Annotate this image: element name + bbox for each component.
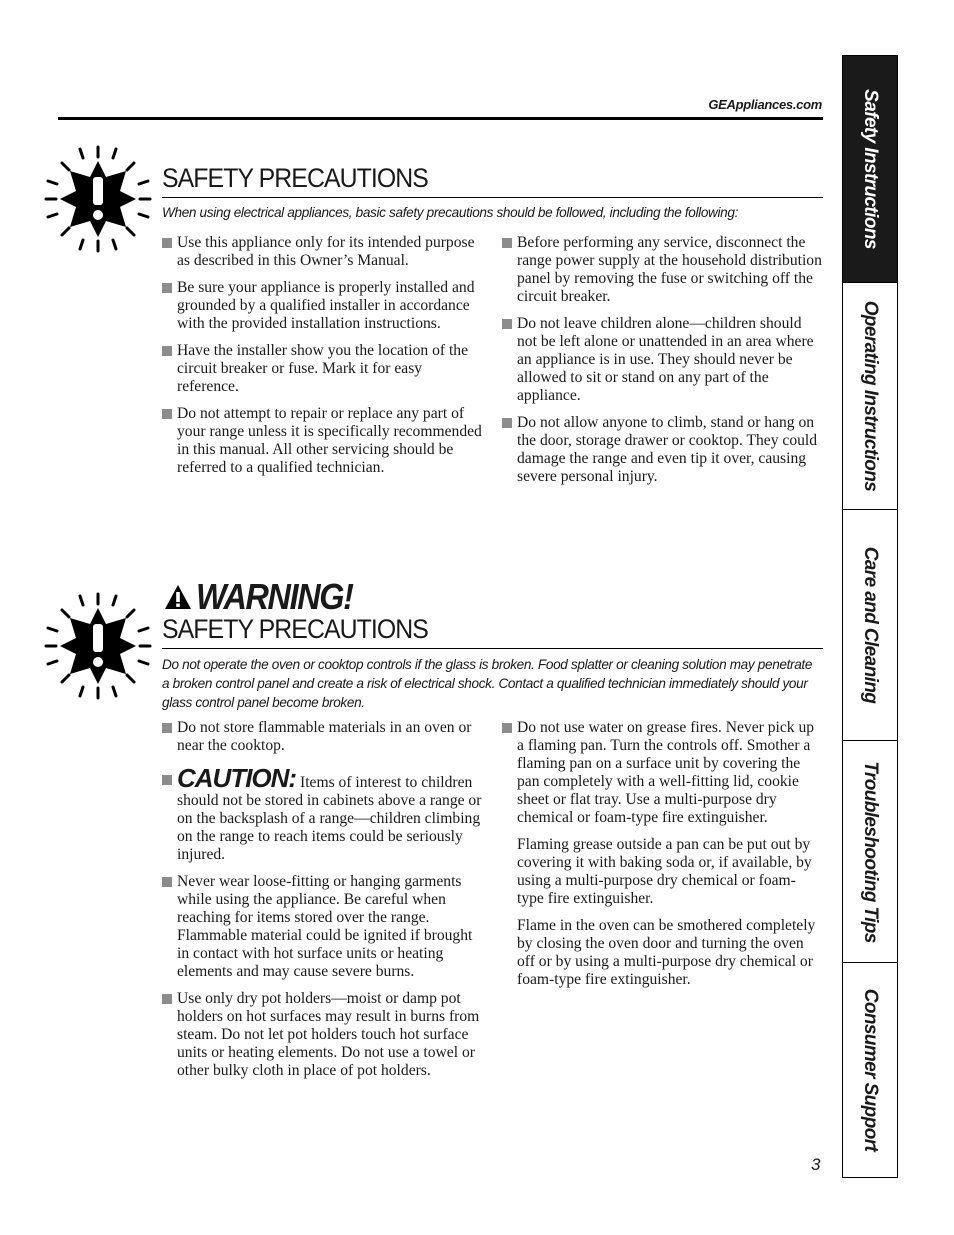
warning-triangle-icon (164, 584, 192, 610)
paragraph: Flaming grease outside a pan can be put out by covering it with baking soda or, if available, by using a multi-purpose dry chemical or foam-type fire extinguisher. (517, 836, 812, 907)
bullet-square-icon (502, 238, 512, 248)
bullet-square-icon (162, 238, 172, 248)
list-item: Never wear loose-fitting or hanging garments while using the appliance. Be careful when reaching for items stored over the range. Flammable material could be ignited if brought in contact with hot surface units or heating elements and may cause severe burns. (162, 873, 482, 981)
paragraph: Flame in the oven can be smothered completely by closing the oven door and turning the oven off or by using a multi-purpose dry chemical or foam-type fire extinguisher. (517, 917, 816, 988)
caution-item: CAUTION: Items of interest to children should not be stored in cabinets above a range or on the backsplash of a range—children climbing on the range to reach items could be seriously injured. (162, 769, 482, 864)
warning-heading (164, 576, 370, 618)
tab-troubleshooting-tips[interactable]: Troubleshooting Tips (843, 740, 897, 962)
tab-operating-instructions[interactable]: Operating Instructions (843, 282, 897, 509)
section2-right-column (502, 719, 822, 998)
tab-consumer-support[interactable]: Consumer Support (843, 962, 897, 1177)
tab-safety-instructions[interactable]: Safety Instructions (843, 56, 897, 282)
list-item: Do not leave children alone—children should not be left alone or unattended in an area where an appliance is in use. They should never be allowed to sit or stand on any part of the appliance. (502, 315, 822, 405)
bullet-square-icon (502, 418, 512, 428)
section1-left-column (162, 234, 482, 486)
safety-burst-icon (42, 143, 154, 255)
bullet-square-icon (162, 346, 172, 356)
page-number: 3 (811, 1155, 821, 1174)
bullet-square-icon (162, 877, 172, 887)
list-item: Do not store flammable materials in an oven or near the cooktop. (162, 719, 482, 755)
safety-burst-icon (42, 590, 154, 702)
list-item: Use this appliance only for its intended purpose as described in this Owner’s Manual. (162, 234, 482, 270)
list-item: Do not attempt to repair or replace any part of your range unless it is specifically recommended in this manual. All other servicing should be referred to a qualified technician. (162, 405, 482, 477)
bullet-square-icon (162, 723, 172, 733)
bullet-square-icon (502, 723, 512, 733)
tab-care-and-cleaning[interactable]: Care and Cleaning (843, 509, 897, 740)
section-rule (162, 197, 823, 198)
bullet-square-icon (502, 319, 512, 329)
list-item: Before performing any service, disconnect the range power supply at the household distribution panel by removing the fuse or switching off the circuit breaker. (502, 234, 822, 306)
list-item: Have the installer show you the location of the circuit breaker or fuse. Mark it for easy reference. (162, 342, 482, 396)
bullet-square-icon (162, 283, 172, 293)
caution-label: CAUTION: (177, 763, 297, 793)
warning-label: WARNING! (196, 576, 353, 617)
header-rule (58, 117, 823, 120)
list-item: Do not use water on grease fires. Never pick up a flaming pan. Turn the controls off. Smother a flaming pan on a surface unit by covering the pan completely with a well-fitting lid, cookie sheet or flat tray. Use a multi-purpose dry chemical or foam-type fire extinguisher. (502, 719, 822, 827)
bullet-square-icon (162, 994, 172, 1004)
section-tabs (842, 55, 898, 1178)
bullet-square-icon (162, 409, 172, 419)
list-item: Do not allow anyone to climb, stand or hang on the door, storage drawer or cooktop. They could damage the range and even tip it over, causing severe personal injury. (502, 414, 822, 486)
list-item: Use only dry pot holders—moist or damp pot holders on hot surfaces may result in burns from steam. Do not let pot holders touch hot surface units or heating elements. Do not use a towel or other bulky cloth in place of pot holders. (162, 990, 482, 1080)
list-item: Be sure your appliance is properly installed and grounded by a qualified installer in accordance with the provided installation instructions. (162, 279, 482, 333)
section-intro: When using electrical appliances, basic safety precautions should be followed, including the following: (162, 205, 739, 220)
bullet-square-icon (162, 775, 172, 785)
section1-right-column (502, 234, 822, 495)
section2-left-column (162, 719, 482, 1089)
section-title: SAFETY PRECAUTIONS (162, 163, 428, 193)
section-title: SAFETY PRECAUTIONS (162, 614, 428, 644)
site-url: GEAppliances.com (708, 97, 822, 112)
section-intro: Do not operate the oven or cooktop controls if the glass is broken. Food splatter or cleaning solution may penetrate a broken control panel and create a risk of electrical shock. Contact a qualified technician immediately should your glass control panel become broken. (162, 657, 813, 710)
section-rule (162, 648, 823, 649)
